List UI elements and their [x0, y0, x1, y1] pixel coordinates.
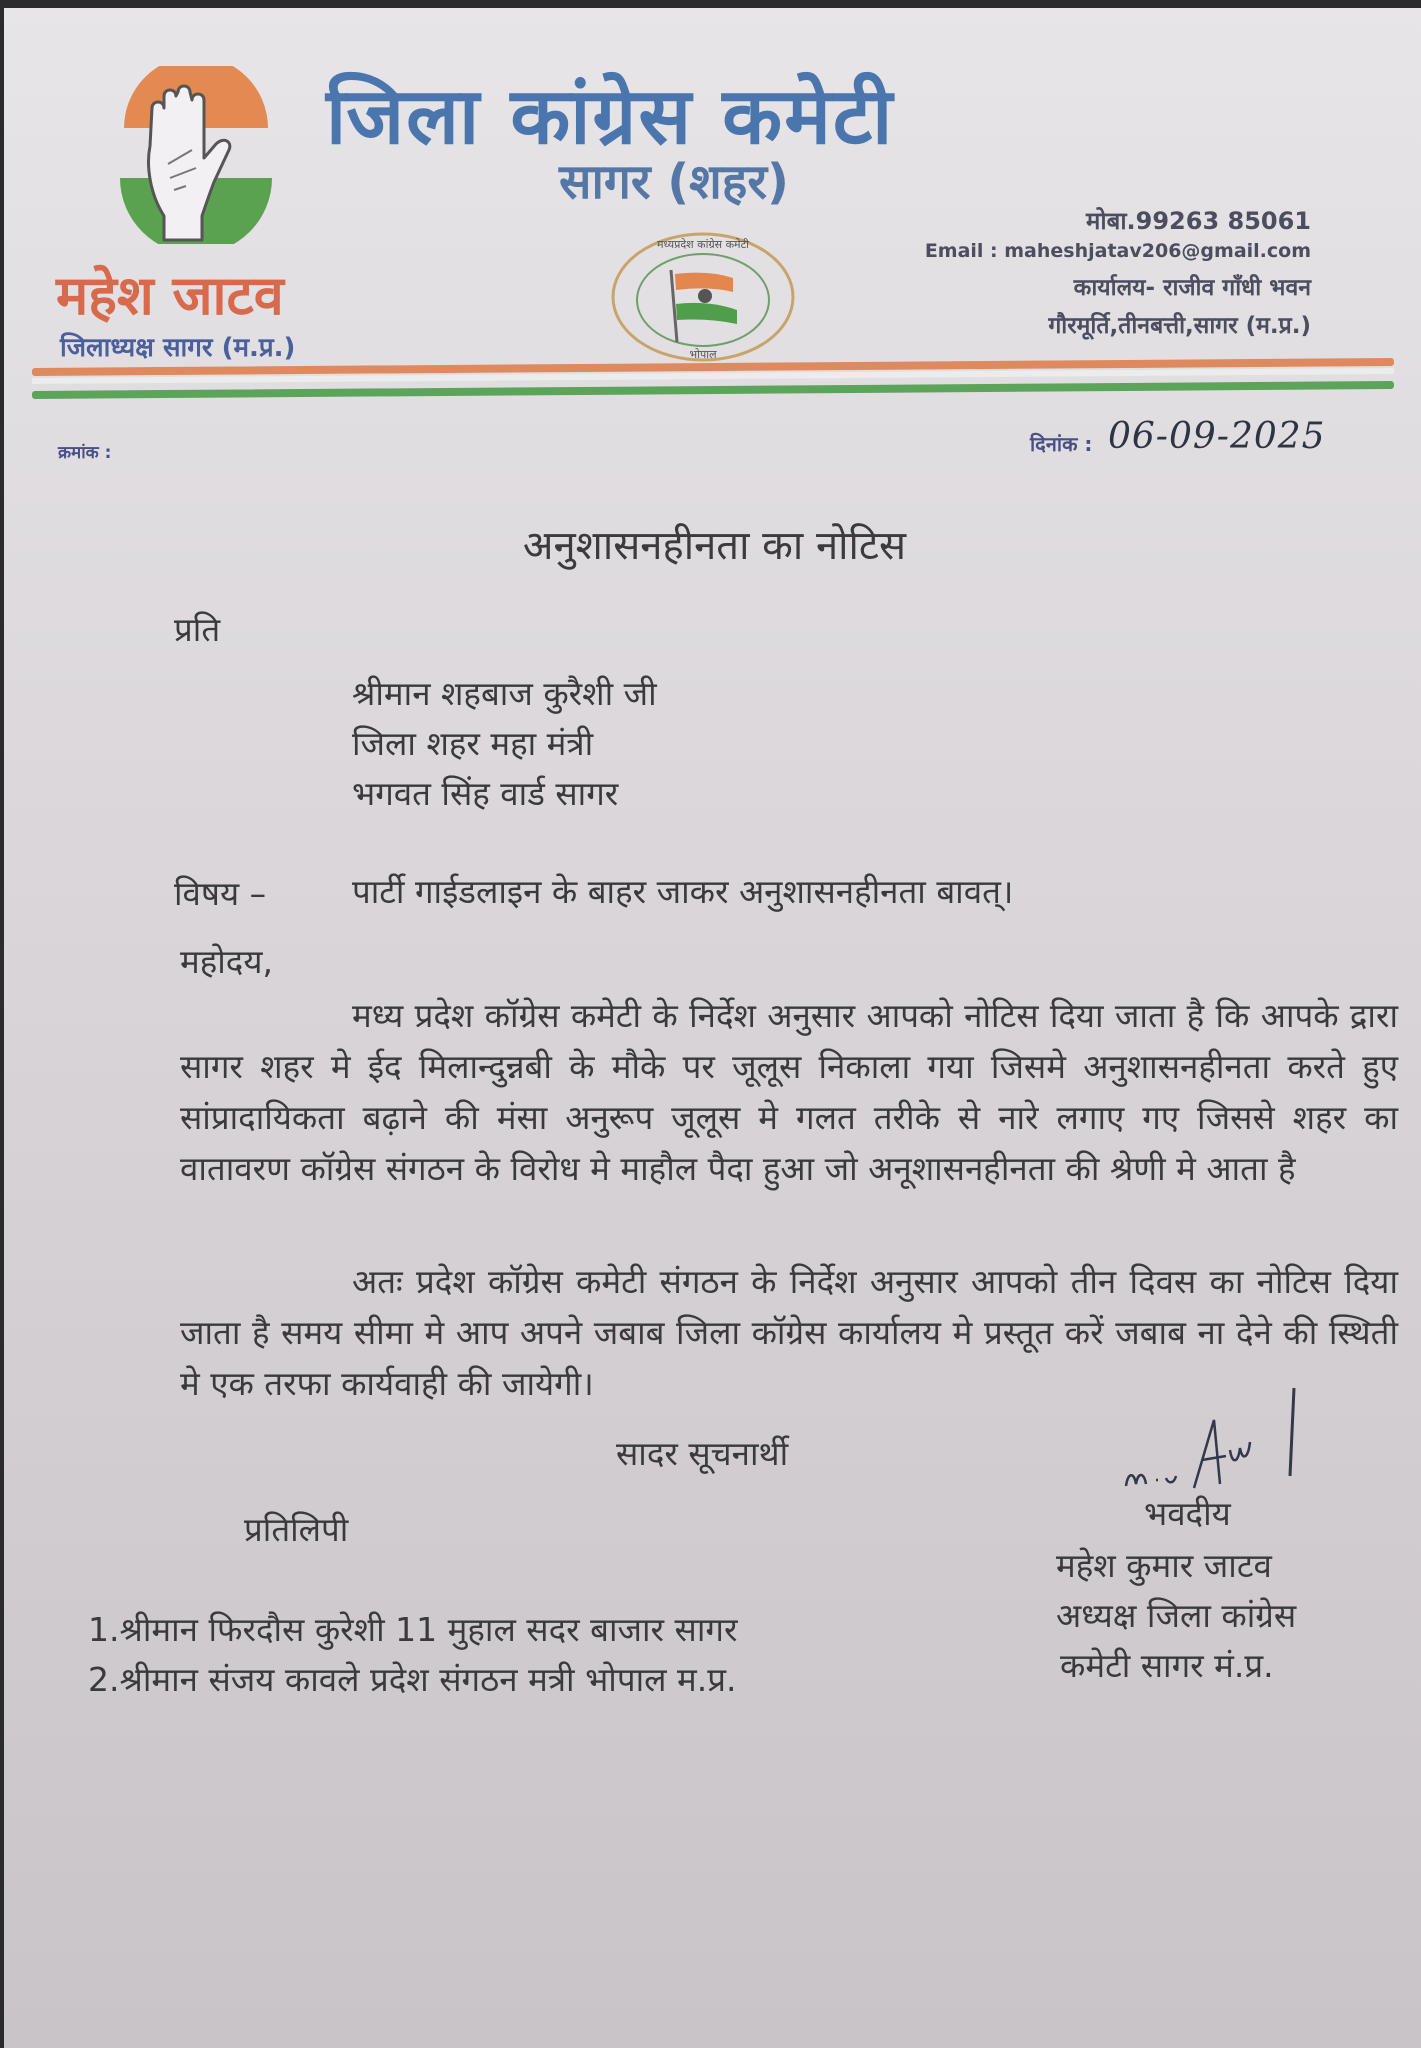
recipient-name: श्रीमान शहबाज कुरैशी जी [352, 674, 657, 713]
to-label: प्रति [174, 610, 221, 649]
mp-congress-seal-icon [609, 230, 797, 364]
tricolor-stripe-green [32, 381, 1394, 399]
subject-text: पार्टी गाईडलाइन के बाहर जाकर अनुशासनहीनता बावत्। [352, 872, 1014, 911]
notice-title: अनुशासनहीनता का नोटिस [522, 523, 907, 569]
recipient-address: भगवत सिंह वार्ड सागर [352, 774, 619, 813]
date-label: दिनांक : [1030, 432, 1093, 456]
handwritten-signature-icon [1122, 1380, 1332, 1490]
congress-hand-logo-icon [116, 66, 276, 244]
notice-paragraph-1: मध्य प्रदेश कॉग्रेस कमेटी के निर्देश अनुसार आपको नोटिस दिया जाता है कि आपके द्रारा सागर शहर मे ईद मिलान्दुन्नबी के मौके पर जूलूस निकाला गया जिसमे अनुशासनहीनता करते हुए सांप्रादायिकता बढ़ाने की मंसा अनुरूप जूलूस मे गलत तरीके से नारे लगाए गए जिससे शहर का वातावरण कॉग्रेस संगठन के विरोध मे माहौल पैदा हुआ जो अनूशासनहीनता की श्रेणी मे आता है [180, 996, 1398, 1188]
signatory-designation-2: कमेटी सागर मं.प्र. [1060, 1646, 1274, 1685]
president-designation: जिलाध्यक्ष सागर (म.प्र.) [60, 333, 296, 363]
closing-text: सादर सूचनार्थी [616, 1434, 789, 1473]
recipient-designation: जिला शहर महा मंत्री [352, 724, 594, 763]
signatory-designation-1: अध्यक्ष जिला कांग्रेस [1056, 1596, 1297, 1635]
contact-mobile: मोबा.99263 85061 [1086, 207, 1311, 235]
yours-faithfully: भवदीय [1144, 1494, 1231, 1533]
organization-city: सागर (शहर) [559, 154, 789, 210]
copy-item-2: 2.श्रीमान संजय कावले प्रदेश संगठन मत्री भोपाल म.प्र. [88, 1660, 737, 1699]
reference-number-label: क्रमांक : [58, 443, 112, 463]
salutation: महोदय, [180, 942, 273, 981]
notice-letter-page [4, 8, 1421, 2048]
president-name: महेश जाटव [56, 264, 284, 327]
organization-title: जिला कांग्रेस कमेटी [326, 72, 895, 162]
date-handwritten: 06-09-2025 [1108, 416, 1326, 457]
copies-label: प्रतिलिपी [244, 1510, 349, 1549]
signatory-name: महेश कुमार जाटव [1056, 1546, 1272, 1585]
svg-text:मध्यप्रदेश कांग्रेस कमेटी: मध्यप्रदेश कांग्रेस कमेटी [656, 238, 750, 251]
contact-office-line1: कार्यालय- राजीव गाँधी भवन [1073, 275, 1311, 301]
notice-paragraph-2: अतः प्रदेश कॉग्रेस कमेटी संगठन के निर्देश अनुसार आपको तीन दिवस का नोटिस दिया जाता है समय सीमा मे आप अपने जबाब जिला कॉग्रेस कार्यालय मे प्रस्तूत करें जबाब ना देने की स्थिती मे एक तरफा कार्यवाही की जायेगी। [180, 1262, 1398, 1403]
svg-text:भोपाल: भोपाल [689, 348, 717, 361]
contact-office-line2: गौरमूर्ति,तीनबत्ती,सागर (म.प्र.) [1048, 313, 1311, 339]
copy-item-1: 1.श्रीमान फिरदौस कुरेशी 11 मुहाल सदर बाजार सागर [88, 1610, 738, 1649]
contact-email: Email : maheshjatav206@gmail.com [924, 240, 1311, 262]
subject-label: विषय – [174, 874, 267, 913]
